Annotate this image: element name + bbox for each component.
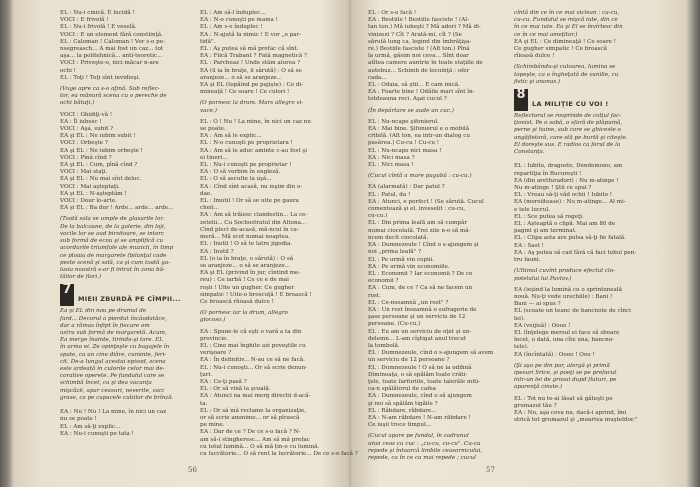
text-line: EA : Cînd sînt acasă, nu ieşim din o- xyxy=(200,183,303,190)
text-line: EA şi EL (topăind pe pajişte) : Ce di- xyxy=(200,82,304,89)
text-line: potelului lui Pavlov.) xyxy=(514,275,572,282)
text-line: EL : Eu am un serviciu de oţet şi un- xyxy=(368,328,472,335)
text-line: VOCI : Mai aşteptaţi. xyxy=(60,183,120,190)
text-line: vocile lor se aud birsitoare, se intorc xyxy=(60,230,165,237)
text-line: mineaţă ! Ce soare ! Ce culori ! xyxy=(200,89,290,96)
text-line: EA : Un rost înseamnă o sufragerie de xyxy=(368,306,477,313)
text-line: EA : Nici masa ? xyxy=(368,154,415,161)
text-line: EA (veijisă) : Oooo ! xyxy=(514,322,571,329)
text-line: ochi bătuţi.) xyxy=(60,100,95,107)
text-line: EL : Nu-ncape nici masa ! xyxy=(368,147,442,154)
text-line: meră... Mă scot numai noaptea. xyxy=(200,234,290,241)
text-line: tidă". xyxy=(200,38,216,45)
text-line: EA : Am să le explic... xyxy=(200,133,262,140)
right-column-1 xyxy=(368,10,496,462)
text-line: EA şi EL : N-aşteptăm ! xyxy=(60,190,127,197)
text-line: Reflectorul se rosprinde de colţul fac- xyxy=(514,113,622,120)
text-line: EA : Bestiile ! Bestiile fasciste ! (Al- xyxy=(368,17,469,24)
text-line: giocoso.) xyxy=(200,317,226,324)
text-line: EA : În definitiv... N-au ce să ne facă. xyxy=(200,357,305,364)
text-line: EA : N-am răbdare ! N-am răbdare ! xyxy=(368,414,471,421)
text-line: EL : Caloman ! Caloman ! Vor s-o pe- xyxy=(60,38,165,45)
text-line: EL : Toţi ! Toţi sînt invidioşi. xyxy=(60,74,141,81)
text-line: la urmă, găsim noi ceva... Sînt doar xyxy=(368,53,469,60)
text-line: EA şi EL : Cum, pînă cînd ? xyxy=(60,162,138,169)
text-line: Ce broască rîioasă dulce ! xyxy=(200,298,274,305)
text-line: EL : Or s-o facă ! xyxy=(368,10,417,16)
text-line: Dimineaţa, o să spălăm toate crăti- xyxy=(368,371,468,378)
text-line: grase, ca pe capacele cutiilor de brînză. xyxy=(60,394,174,401)
text-line: El doreşte sus. E radios ca farul de la xyxy=(514,141,621,148)
text-line: EA : Spune-le că eşti o vară a ta din xyxy=(200,328,302,335)
text-line: EL : Nu-ncape şifonierul. xyxy=(368,118,440,125)
text-line: (Vuge apre ca s-o aţină. Sub reflec- xyxy=(60,86,160,93)
text-line: EL : Dumnezeule, cînd o s-ajungem să avem xyxy=(368,350,494,357)
text-line: EL : Economii ? Iar economii ? De ce xyxy=(368,270,473,277)
text-line: (O pornesc la drum. Mars allegro vi- xyxy=(200,100,304,107)
text-line: tele). xyxy=(514,344,529,351)
chapter-number: 8 xyxy=(514,89,528,111)
text-line: EA : Pe urmă vin economiile. xyxy=(368,263,450,270)
text-line: EA : Ce-ţi pasă ? xyxy=(200,378,247,385)
text-line: EL : Ce-nseamnă „un rost" ? xyxy=(368,299,449,306)
text-line: EL : Sce putea să rogeţi. xyxy=(514,213,584,220)
text-line: corative operete. Pe fundalul care se xyxy=(60,373,165,380)
text-line: VOCI : E un element fără constiinţă. xyxy=(60,31,163,38)
text-line: dar a rămas înfipt în fiecare om xyxy=(60,322,150,329)
text-line: EL : Parcheaz ! Unde stăm aiurea ? xyxy=(200,60,301,67)
chapter-number: 7 xyxy=(60,284,74,306)
text-line: EL : Pe urmă vin copiii. xyxy=(368,256,435,263)
text-line: EA : Atunci, e perfect ! (Se sărută. Cucul xyxy=(368,198,484,205)
text-line: ce ploaia de margarete (bilanţul cade xyxy=(60,252,167,259)
text-line: EL : Cine mai înghite azi poveştile cu xyxy=(200,342,306,349)
text-line: Ea şi EL din nou pe drumul de xyxy=(60,308,147,315)
text-line: fard... Decorul a pierdut încăodatăce, xyxy=(60,315,167,322)
text-line: totdeauna reci. Aşai cucul ? xyxy=(368,96,447,103)
text-line: EA şi EL : Ne iubim subit ! xyxy=(60,133,136,140)
text-line: EA (din aretfuradori) : Nu m-atinge ! xyxy=(514,177,619,184)
text-line: EL (înţelege mersul ei face să sboare xyxy=(514,329,620,336)
text-line: VOCI : Ghidiţi-vă ! xyxy=(60,111,113,118)
text-line: vace.) xyxy=(200,107,217,114)
text-line: EL : Am s-o înduplec ! xyxy=(200,24,263,31)
text-line: (O pornesc iar la drum, allegro xyxy=(200,310,288,317)
text-line: repede şi întoarcă limbile ceasornicului, xyxy=(368,447,483,454)
page-number-left: 56 xyxy=(188,466,197,474)
text-line: ncem decît ciocolată. xyxy=(368,234,429,241)
text-line: VOCI : Pînă cînd ? xyxy=(60,154,112,161)
text-line: re.) Bestiile fasciste ! (Alt ton.) Pînă xyxy=(368,46,470,53)
text-line: topeşte, ca o îngheţată de vanilie, cu xyxy=(514,71,619,78)
text-line: De la balcoane, de la galerie, din loji, xyxy=(60,223,166,230)
text-line: VOCI : Priveşte-o, nici măcar n-are xyxy=(60,60,159,67)
text-line: EA şi EL (privind în jur, cîntind me- xyxy=(200,270,301,277)
text-line: ce în ce mai ameţitor.) xyxy=(514,31,578,38)
text-line: EA (il ia în braţe, il sărută) : O să se xyxy=(200,67,302,74)
text-line: or să scrie anonime... or să pîrască xyxy=(200,414,300,421)
text-line: ta. xyxy=(200,400,208,407)
text-line: economii ? xyxy=(368,278,399,285)
text-line: şi noi să spălăm tigăile ? xyxy=(368,400,438,407)
text-line: angăfietoră, care stă pe burtă şi citeşte. xyxy=(514,134,628,141)
left-page xyxy=(60,10,358,478)
text-line: cheii... xyxy=(200,205,219,212)
text-line: pe mine. xyxy=(200,422,225,429)
text-line: VOCI : Dour lo-arte. xyxy=(60,198,117,205)
text-line: EA (ieşind la lumină cu o sprinteneală xyxy=(514,286,623,293)
text-line: EA : Sast ! xyxy=(514,242,544,249)
text-line: verişoare ? xyxy=(200,350,232,357)
text-line: VOCI : Mai staţi. xyxy=(60,169,108,176)
text-line: EA : Nu ! Nu ! La mine, în nici un caz xyxy=(60,409,167,416)
text-line: EA : O să vorbim în engleză. xyxy=(200,169,281,176)
text-line: nsegreasch... A mai fost un caz... tot xyxy=(60,46,164,53)
text-line: EA : Aş putea să cad fără că faci tobul pen- xyxy=(514,249,637,256)
text-line: EA : Mai bine. Şifonierul e o mobilă xyxy=(368,126,470,133)
text-line: (Şi aşa pe din par, alergă şi primă xyxy=(514,362,610,369)
text-line: EA : Atunci na mai merg directii d-acă- xyxy=(200,393,311,400)
text-line: EL : Din prima leafă am să cumpăr xyxy=(368,220,468,227)
text-line: cîntă din ce în ce mai viclean : cu-cu, xyxy=(514,10,620,16)
text-line: EL : Am să-l înduplec... xyxy=(200,10,266,16)
text-line: cu-cu. Fundalul se mişcă iute, din ce xyxy=(514,17,618,24)
text-line: atîtea camere auntrie în toate staţiile de xyxy=(368,60,483,67)
text-line: cit. De-a lungul acestui episod, scena xyxy=(60,358,166,365)
text-line: (Cucul apare pe fundal, în cadranul xyxy=(368,433,469,440)
text-line: perne şi haine, sub care se ghiceste o xyxy=(514,127,621,134)
text-line: EL : Aşteaptă o clipă. Mai am 80 de xyxy=(514,221,616,228)
text-line: EA : Am să le aduc aminte c-au fost şi xyxy=(200,147,308,154)
left-column-1 xyxy=(60,10,188,438)
text-line: EL : Nu-i cunoşti... Or să scrie denun- xyxy=(200,364,308,371)
text-line: EA (morsiitoase) : Nu m-atinge... Al mi- xyxy=(514,199,626,206)
text-line: mişcăzii, apar ceasuri, neverite, vaci xyxy=(60,387,164,394)
text-line: comentează şi el, inveselit : cu-cu, xyxy=(368,206,466,213)
text-line: EA : Foarte bine ! Odăile mari sînt în- xyxy=(368,89,475,96)
text-line: nu se poate ! xyxy=(60,416,97,423)
text-line: EL : Or să vină la şcoală. xyxy=(200,386,271,393)
right-column-2 xyxy=(514,10,654,424)
text-line: EL (scoate un teanc de bancnote de cînci xyxy=(514,308,631,315)
text-line: EL : Iubito, dragoste, Dendemono, am xyxy=(514,163,623,170)
text-line: EL : Inutil ! O să te latre jigodia. xyxy=(200,241,293,248)
text-line: Nu m-atinge ! Ştii ce spui ? xyxy=(514,185,592,192)
text-line: EL : Tot nu te-ai lăsat să găteşti pe xyxy=(514,395,613,402)
text-line: Constanţa. xyxy=(514,149,545,156)
text-line: EA : N-o cunoşti pe mama ! xyxy=(200,17,278,24)
text-line: EA : Dumnezeule, cînd o să ajungem xyxy=(368,393,472,400)
text-line: aranjeze... o să se aranjeze... xyxy=(200,74,283,81)
text-line: nouă. Nu-ţi vede urechiile) : Bani ! xyxy=(514,293,613,300)
text-line: EA şi EL : Ne iubim orbeşte ! xyxy=(60,147,143,154)
text-line: se aranjeze... o să se aranjeze... xyxy=(200,262,290,269)
text-line: lasia noastră s-ar fi intrat în zona bă- xyxy=(60,266,165,273)
text-line: repede, ca în ce ca mai repede ; cucul xyxy=(368,454,476,461)
text-line: este ardeată în culorile celor mai de- xyxy=(60,365,165,372)
text-line: EA : Dumnezeule ! Cînd o s-ajungem şi xyxy=(368,242,479,249)
text-line: acordurile triumfale ale muzicii, în timp xyxy=(60,245,174,252)
text-line: EL : Răbdare, răbdare... xyxy=(368,407,437,414)
text-line: EA (încîntată) : Oooo ! Ooo ! xyxy=(514,351,595,358)
text-line: în urma ei. Ze opinţeşte cu bagajele în xyxy=(60,344,170,351)
text-line: EA (alarmată) : Dar patul ? xyxy=(368,184,445,191)
text-line: la tombolă. xyxy=(368,342,400,349)
text-line: Ce gugher simpatic ! Ce broască xyxy=(514,46,608,53)
text-line: persoane. (Cu-cu.) xyxy=(368,321,421,328)
text-line: cribilă. (Alt ton, ea intr-un dialog cu xyxy=(368,133,471,140)
text-line: unui ceas cu cuc : „cu-cu, cu-cu". Cu-cu xyxy=(368,440,481,447)
text-line xyxy=(514,156,654,163)
text-line: cu-cu.) xyxy=(368,213,388,220)
text-line: tan ton.) Mă iubeşti ? Mă adori ? Mă di- xyxy=(368,24,481,31)
text-line: EL : Dumnezeule ! O să ne ia odihnă xyxy=(368,364,472,371)
text-line: fistic şi ananas.) xyxy=(514,78,561,85)
text-line: (Toată sala se umple de glasurile lor. xyxy=(60,216,165,223)
text-line: EA şi EL : Nu mai sînt deloc. xyxy=(60,176,142,183)
text-line: ţele, toate farfuriile, toate talerăle miti- xyxy=(368,378,481,385)
text-line: simpatic ! Uite-o broscuţă ! E broască ! xyxy=(200,291,312,298)
text-line: EL : O să asculte la uşă... xyxy=(200,176,272,183)
text-line: EL : Vreau să-ţi văd ochii ! Iubito ! xyxy=(514,192,613,199)
text-line: (Cucul cîntă a mare pagubă : cu-cu.) xyxy=(368,173,472,180)
text-line: EL : Am să-ţi explic... xyxy=(60,423,121,430)
text-line: VOCI : Aşa, subit ? xyxy=(60,126,114,133)
text-line: lei). xyxy=(514,315,525,322)
text-line: EA : N-ajută la nimic ! E vor „o par- xyxy=(200,31,302,38)
text-line: reu) : Ce iarbă ! Ce ce e de mai xyxy=(200,277,289,284)
chapter-title: MIEII ZBURDĂ PE CÎMPII... xyxy=(78,295,181,304)
text-line: VOCI : Orbeşte ? xyxy=(60,140,108,147)
text-line: VOCI : E frivolă ! xyxy=(60,17,109,24)
text-line: ei tineri... xyxy=(200,154,228,161)
text-line: (Schimbându-şi culoarea, lumina se xyxy=(514,64,616,71)
text-line: noi „prima leafă" ? xyxy=(368,249,422,256)
text-line: rost. xyxy=(368,292,381,299)
text-line: rîioasă dulce ! xyxy=(514,53,555,60)
text-line: ţuri. xyxy=(200,371,213,378)
text-line: EL : Or să mă reclame la organizaţie, xyxy=(200,407,306,414)
text-line: EA : Nu, aşa ceva nu, dacă-i aprind, îmi xyxy=(514,409,627,416)
text-line: tru fauni. xyxy=(514,257,541,264)
text-line: EL : Nu-i cinică. E lucidă ! xyxy=(60,10,135,16)
chapter-8-heading xyxy=(514,89,654,111)
text-line: EA : Dar de ce ? De ce s-o facă ? N- xyxy=(200,429,301,436)
text-line: Ce iuşii trece timpul... xyxy=(368,422,432,429)
text-line: aparenţă cinste.) xyxy=(514,384,563,391)
text-line: EL : Aş putea să mă prefac că sînt. xyxy=(200,46,299,53)
text-line: în ce mai iute. Ea şi El se învîrtesc din xyxy=(514,24,623,31)
text-line: EL : Nu-i frivolă ! E veselă. xyxy=(60,24,137,31)
text-line: cu totul lumină... O să mă țin-o cu lumină. xyxy=(200,443,320,450)
text-line: aşa... la politehnică... anti-teoretic... xyxy=(60,53,163,60)
text-line: încet, o dată, una cîte una, bancno- xyxy=(514,337,615,344)
text-line: EL : O ! Nu ! La mine, în nici un caz nu xyxy=(200,118,311,125)
text-line: autobuz... Schimb de locuinţă : ofer xyxy=(368,67,470,74)
text-line: roşii ! Uite un gugher. Ce gugher xyxy=(200,284,295,291)
text-line: am să-i stingheresc... Am să mă prefac xyxy=(200,436,310,443)
text-line: pasărea.) Cu-cu ! Cu-cu ! xyxy=(368,140,440,147)
text-line: (În depărtare se aude un cuc.) xyxy=(368,107,454,114)
text-line: peste scenă şi sală, ca şi cum toată ga- xyxy=(60,259,171,266)
text-line: şase persoane şi un serviciu de 12 xyxy=(368,314,466,321)
text-line: delemn... L-am cîştigat anul trecut xyxy=(368,335,467,342)
text-line: cu lucrătorie... O să rent la lucrătorie... De ce s-o facă ? xyxy=(200,450,358,457)
text-line: EA : Am să trăiesc clandestin... La ce- xyxy=(200,212,308,219)
text-line: tăilor de flori.) xyxy=(60,274,102,281)
text-line: EL : Odaia, să ştii... E cam mică. xyxy=(368,82,460,89)
text-line: Ea merge înainte, tirindu-şi tare. EL xyxy=(60,337,163,344)
text-line: zetelii... Cu Sochostratul din Altona... xyxy=(200,219,307,226)
text-line: schimbă încet, ca şi dea vacanţa xyxy=(60,380,152,387)
page-number-right: 57 xyxy=(486,466,495,474)
text-line: tor, ea mănură scena cu o pereche de xyxy=(60,93,167,100)
text-line: EA : Fiică Trabant ? Fată magnetică ? xyxy=(200,53,307,60)
text-line: EA : Îl iubesc ! xyxy=(60,118,102,125)
text-line: EA şi EL : Ce dimineaţă ! Ce soare ! xyxy=(514,38,616,45)
text-line: sărută lung ca, legind din îmbrăţişa- xyxy=(368,38,472,45)
text-line: EA : Nu-i cunoşti pe tata ! xyxy=(60,430,134,437)
chapter-title: LA MILIŢIE CU VOI ! xyxy=(532,100,609,109)
text-line: ca-n spălătorul de cafea xyxy=(368,386,436,393)
text-line: EA : Inutil ? xyxy=(200,248,234,255)
text-line: EL : Imutil ! Or să se uite pe gaura xyxy=(200,198,299,205)
text-line: Bani — ai spus ? xyxy=(514,301,561,308)
text-line: EL : Nici masa ! xyxy=(368,162,414,169)
text-line: dae. xyxy=(200,190,213,197)
text-line: EL : Nu-i cunoşti pe proprietar ! xyxy=(200,162,292,169)
text-line: ochi ! xyxy=(60,67,76,74)
text-line: numai ciocolată. Trei zile n-o să mă- xyxy=(368,227,471,234)
text-line: un serviciu de 12 persoane ? xyxy=(368,357,450,364)
text-line: repartiţia în Bucureşti ! xyxy=(514,170,582,177)
text-line: EA şi EL : Ba dur ! Arde... arde... arde... xyxy=(60,205,174,212)
left-column-2 xyxy=(200,10,358,458)
text-line: grumazul tău ? xyxy=(514,402,557,409)
text-line: (Ultimul cuvînt produce efectul clo- xyxy=(514,268,615,275)
text-line: intr-un lei de grosul dupd fluturi, pe xyxy=(514,377,617,384)
text-line: EL : N-o cunoşti pe proprietara ! xyxy=(200,140,293,147)
text-line: e tele lucrul. xyxy=(514,206,550,213)
text-line: cada... xyxy=(368,74,387,81)
chapter-7-heading xyxy=(60,284,188,306)
text-line: EL : Patul, da ! xyxy=(368,191,411,198)
text-line: sub formă de ecou şi se amplifică cu xyxy=(60,238,164,245)
text-line: EL (o ia în braţe, o sărută) : O să xyxy=(200,255,294,262)
right-page xyxy=(368,10,658,478)
text-line: ipesuri lirice, şi poeţi se pe prefacut xyxy=(514,369,617,376)
text-line: pagini şi am terminat. xyxy=(514,228,577,235)
text-line: ţionist. Pe o sobă, o sfară de plăpumă, xyxy=(514,120,623,127)
text-line: strică tot grumazul şi „moartea muşteldor." xyxy=(514,417,638,424)
text-line: spate, ca un cine diăre, cuminte, feri- xyxy=(60,351,167,358)
text-line: vinizezi ? Cît ? Arată-mi, cît ? (Se xyxy=(368,31,462,38)
text-line: astru sub formă de margaretă. Acum, xyxy=(60,329,167,336)
text-line: se poate. xyxy=(200,126,226,133)
text-line: Cînd pleci de-acasă, mă-ncui în ca- xyxy=(200,226,299,233)
text-line: provincie. xyxy=(200,335,229,342)
text-line: EA : Cum, de ce ? Ca să ne facem un xyxy=(368,285,473,292)
text-line: EL : Clipa asta are pulsa să-ţi fie fatală. xyxy=(514,235,627,242)
